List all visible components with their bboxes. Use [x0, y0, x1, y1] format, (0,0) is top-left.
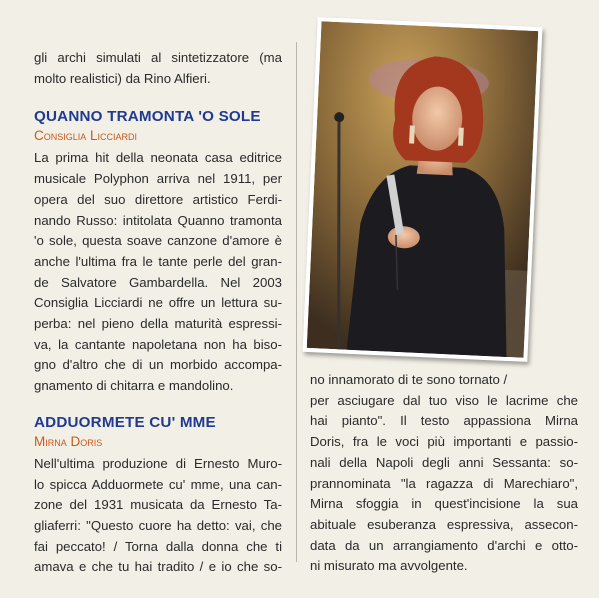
text-line: prannominata "la ragazza di Marechiaro",: [310, 475, 578, 491]
text-line: de Salvatore Gambardella. Nel 2003: [34, 274, 282, 290]
intro-paragraph: [34, 48, 282, 89]
text-line: hai pianto". Il testo appassiona Mirna: [310, 413, 578, 429]
section-title: QUANNO TRAMONTA 'O SOLE: [34, 108, 261, 126]
text-line: nando Russo: intitolata Quanno tramonta: [34, 212, 282, 228]
right-column: [310, 370, 578, 577]
left-column: [34, 48, 282, 578]
text-line: gliaferri: "Questo cuore ha detto: vai, che: [34, 517, 282, 533]
artist-name: Mirna Doris: [34, 433, 103, 449]
text-line: gnamento di chitarra e mandolino.: [34, 378, 234, 394]
text-line: La prima hit della neonata casa editrice: [34, 150, 282, 166]
singer-photo-image: [307, 21, 539, 358]
text-line: Consiglia Licciardi ne offre un lettura su-: [34, 295, 282, 311]
text-line: nali della Napoli degli anni Sessanta: so-: [310, 454, 578, 470]
text-line: per asciugare dal tuo viso le lacrime che: [310, 392, 578, 408]
text-line: molto realistici) da Rino Alfieri.: [34, 70, 211, 86]
text-line: Nell'ultima produzione di Ernesto Muro-: [34, 455, 282, 471]
text-line: abituale esuberanza espressiva, assecon-: [310, 516, 578, 532]
text-line: lo spicca Adduormete cu' mme, una can-: [34, 476, 282, 492]
text-line: anche l'ultima fra le tante perle del gran-: [34, 253, 282, 269]
section-body: [34, 454, 282, 578]
text-line: perba: nel pieno della maturità espressi-: [34, 316, 282, 332]
text-line: zone del 1931 musicata da Ernesto Ta-: [34, 497, 282, 513]
text-line: ni misurato ma avvolgente.: [310, 558, 468, 574]
column-divider: [296, 42, 297, 562]
text-line: va, la cantante napoletana non ha biso-: [34, 336, 282, 352]
text-line: fai peccato! / Torna dalla donna che ti: [34, 538, 282, 554]
text-line: Doris, fra le voci più importanti e passio-: [310, 434, 578, 450]
section-body-continued: [310, 370, 578, 577]
text-line: gno d'altro che di un morbido accompa-: [34, 357, 282, 373]
artist-name: Consiglia Licciardi: [34, 128, 138, 144]
singer-photo: [303, 17, 543, 362]
text-line: 'o sole, questa soave canzone d'amore è: [34, 233, 282, 249]
text-line: Mirna sfoggia in quest'incisione la sua: [310, 496, 578, 512]
section-title: ADDUORMETE CU' MME: [34, 413, 216, 431]
text-line: opera del suo direttore artistico Ferdi-: [34, 191, 282, 207]
text-line: gli archi simulati al sintetizzatore (ma: [34, 50, 282, 65]
text-line: musicale Polyphon arriva nel 1911, per: [34, 171, 282, 187]
text-line: amava e che tu hai tradito / e io che so-: [34, 559, 282, 575]
text-line: no innamorato di te sono tornato /: [310, 372, 508, 387]
section-body: [34, 148, 282, 396]
text-line: data da un arrangiamento d'archi e otto-: [310, 537, 578, 553]
